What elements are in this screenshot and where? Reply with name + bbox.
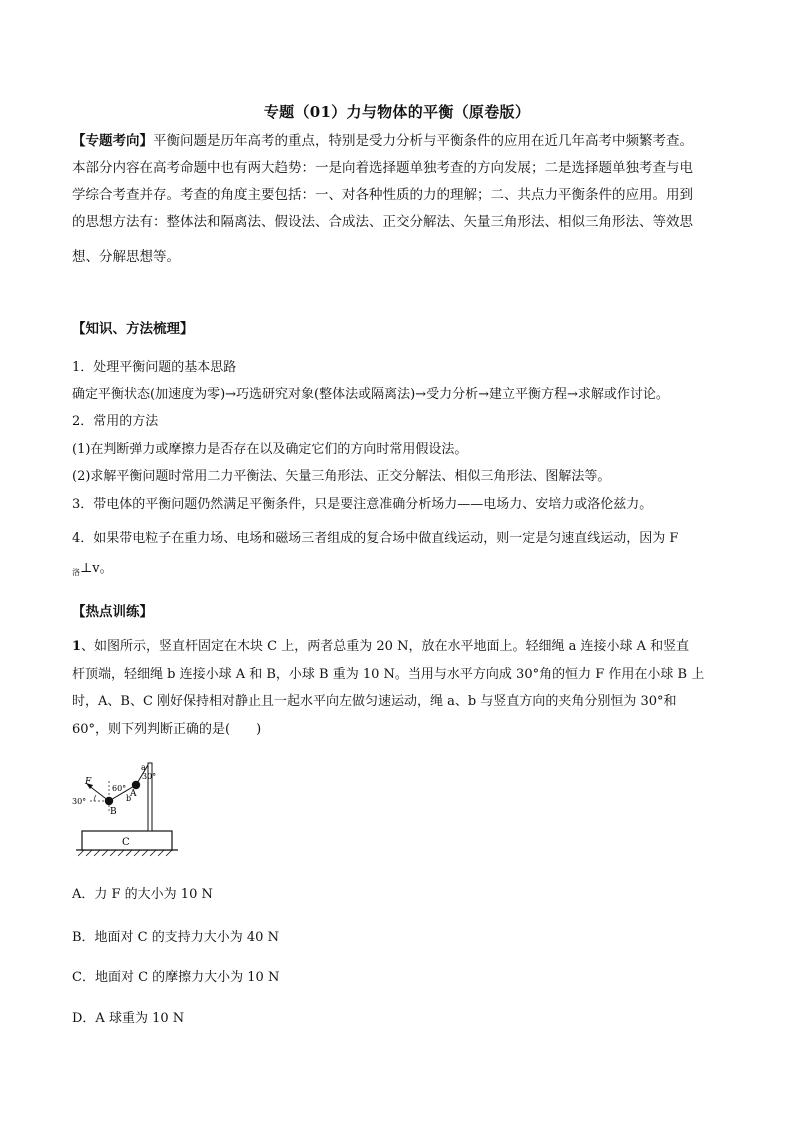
label-angle-right: 30° bbox=[142, 772, 157, 781]
intro-line-5: 想、分解思想等。 bbox=[72, 249, 180, 265]
label-rope-a: a bbox=[141, 763, 146, 772]
knowledge-item-2: 2．常用的方法 bbox=[72, 414, 159, 429]
knowledge-item-2-2: (2)求解平衡问题时常用二力平衡法、矢量三角形法、正交分解法、相似三角形法、图解法等。 bbox=[72, 469, 611, 484]
question-1 bbox=[72, 633, 727, 743]
option-a[interactable]: A．力 F 的大小为 10 N bbox=[72, 887, 213, 902]
option-b[interactable]: B．地面对 C 的支持力大小为 40 N bbox=[72, 930, 279, 945]
intro-label: 【专题考向】 bbox=[72, 133, 153, 149]
question-1-line-4: 60°，则下列判断正确的是( ) bbox=[72, 721, 262, 737]
knowledge-item-3: 3．带电体的平衡问题仍然满足平衡条件，只是要注意准确分析场力——电场力、安培力或洛伦兹力。 bbox=[72, 497, 653, 512]
lorentz-subscript: 洛 bbox=[72, 568, 80, 577]
intro-line-1: 【专题考向】平衡问题是历年高考的重点，特别是受力分析与平衡条件的应用在近几年高考中频繁考查。 bbox=[72, 133, 693, 149]
label-c: C bbox=[122, 837, 130, 848]
knowledge-item-2-1: (1)在判断弹力或摩擦力是否存在以及确定它们的方向时常用假设法。 bbox=[72, 442, 468, 457]
option-d[interactable]: D．A 球重为 10 N bbox=[72, 1011, 185, 1026]
label-rope-b: b bbox=[126, 794, 132, 803]
intro-line-2: 本部分内容在高考命题中也有两大趋势：一是向着选择题单独考查的方向发展；二是选择题单独考查与电 bbox=[72, 160, 693, 176]
label-angle-left: 30° bbox=[72, 797, 87, 806]
knowledge-item-1-text: 确定平衡状态(加速度为零)→巧选研究对象(整体法或隔离法)→受力分析→建立平衡方程→求解或作讨论。 bbox=[72, 387, 669, 402]
label-ball-b: B bbox=[110, 807, 117, 817]
option-c[interactable]: C．地面对 C 的摩擦力大小为 10 N bbox=[72, 970, 280, 985]
question-1-line-1: 1、如图所示，竖直杆固定在木块 C 上，两者总重为 20 N，放在水平地面上。轻细绳 a 连接小球 A 和竖直 bbox=[72, 639, 690, 654]
label-ball-a: A bbox=[130, 789, 137, 799]
label-f: F bbox=[85, 777, 92, 787]
question-number: 1 bbox=[72, 639, 82, 654]
intro-paragraph bbox=[72, 128, 722, 271]
ground-hatching bbox=[78, 850, 172, 856]
intro-line-3: 学综合考查并存。考查的角度主要包括：一、对各种性质的力的理解；二、共点力平衡条件的应用。用到 bbox=[72, 187, 693, 203]
question-1-line-2: 杆顶端，轻细绳 b 连接小球 A 和 B，小球 B 重为 10 N。当用与水平方向成 30°角的恒力 F 作用在小球 B 上 bbox=[72, 666, 705, 682]
label-angle-mid: 60° bbox=[112, 784, 127, 793]
intro-line-4: 的思想方法有：整体法和隔离法、假设法、合成法、正交分解法、矢量三角形法、相似三角形法、等效思 bbox=[72, 214, 693, 230]
question-1-figure bbox=[72, 755, 182, 860]
ball-a bbox=[132, 781, 140, 789]
practice-heading: 【热点训练】 bbox=[72, 604, 153, 620]
knowledge-item-1: 1．处理平衡问题的基本思路 bbox=[72, 360, 237, 375]
angle-arc-30-left bbox=[94, 795, 96, 801]
knowledge-heading: 【知识、方法梳理】 bbox=[72, 321, 194, 337]
knowledge-item-4-line-1: 4．如果带电粒子在重力场、电场和磁场三者组成的复合场中做直线运动，则一定是匀速直线运动，因为 F bbox=[72, 531, 679, 546]
knowledge-item-4-line-2: $_洛$⊥v。 bbox=[72, 561, 113, 577]
question-1-line-3: 时，A、B、C 刚好保持相对静止且一起水平向左做匀速运动，绳 a、b 与竖直方向的夹角分别恒为 30°和 bbox=[72, 694, 677, 709]
page-title: 专题（01）力与物体的平衡（原卷版） bbox=[263, 103, 531, 121]
